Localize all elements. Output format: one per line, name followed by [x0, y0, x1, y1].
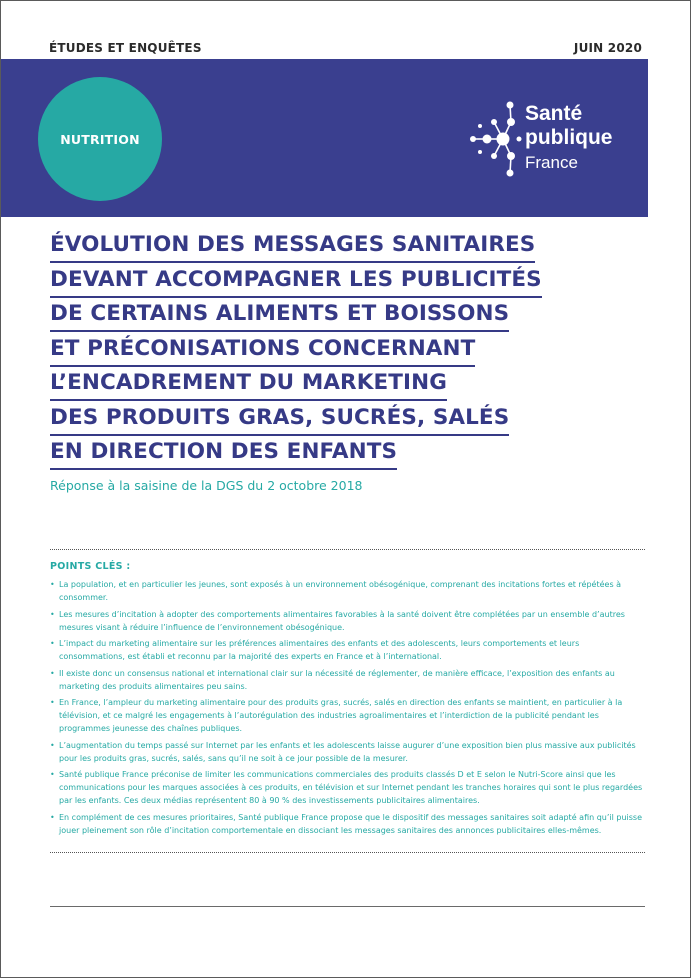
key-points-heading: POINTS CLÉS :	[50, 561, 131, 572]
footer-divider	[50, 906, 645, 907]
bullet-icon: •	[50, 668, 55, 678]
document-title	[50, 231, 610, 473]
title-line: ÉVOLUTION DES MESSAGES SANITAIRES	[50, 231, 610, 266]
key-points-top-divider	[50, 549, 645, 550]
bullet-icon: •	[50, 812, 55, 822]
list-item: • Il existe donc un consensus national et international clair sur la nécessité de réglementer, de manière efficace, l’exposition des enfants au marketing des produits alimentaires peu sains.	[50, 668, 615, 691]
title-line: DE CERTAINS ALIMENTS ET BOISSONS	[50, 300, 610, 335]
key-points-list	[50, 578, 645, 837]
list-item: • L’augmentation du temps passé sur Internet par les enfants et les adolescents laisse augurer d’une exposition bien plus massive aux publicités pour les produits gras, sucrés, salés, sans qu’il ne soit à ce jour possible de la mesurer.	[50, 740, 636, 763]
sante-publique-france-logo	[467, 98, 627, 182]
title-line: ET PRÉCONISATIONS CONCERNANT	[50, 335, 610, 370]
logo-text-line3: France	[525, 153, 578, 172]
bullet-icon: •	[50, 698, 55, 707]
title-line: EN DIRECTION DES ENFANTS	[50, 438, 610, 473]
key-points-bottom-divider	[50, 852, 645, 853]
list-item: • Santé publique France préconise de limiter les communications commerciales des produits classés D et E selon le Nutri-Score ainsi que les communications pour les marques associées à ces produits, en télévision et sur Internet pendant les tranches horaires qui sont le plus regardées par les enfants. Ces deux médias représentent 80 à 90 % des investissements publicitaires alimentaires.	[50, 770, 643, 805]
title-line: DEVANT ACCOMPAGNER LES PUBLICITÉS	[50, 266, 610, 301]
list-item: • En France, l’ampleur du marketing alimentaire pour des produits gras, sucrés, salés en direction des enfants se maintient, en particulier à la télévision, et ce malgré les engagements à l’autorégulation des industries agroalimentaires et l’interdiction de la publicité pendant les programmes jeunesse des chaînes publiques.	[50, 698, 623, 733]
bullet-icon: •	[50, 740, 55, 750]
bullet-icon: •	[50, 580, 55, 589]
list-item: • La population, et en particulier les jeunes, sont exposés à un environnement obésogénique, comprenant des incitations fortes et répétées à consommer.	[50, 580, 622, 602]
bullet-icon: •	[50, 770, 55, 779]
list-item: • L’impact du marketing alimentaire sur les préférences alimentaires des enfants et des adolescents, leurs comportements et leurs consommations, est établi et reconnu par la majorité des experts en France et à l’international.	[50, 639, 580, 661]
title-line: L’ENCADREMENT DU MARKETING	[50, 369, 610, 404]
top-header	[49, 41, 642, 57]
title-line: DES PRODUITS GRAS, SUCRÉS, SALÉS	[50, 404, 610, 439]
key-points-section	[50, 561, 645, 840]
logo-text-line1: Santé	[525, 102, 583, 125]
list-item: • En complément de ces mesures prioritaires, Santé publique France propose que le dispositif des messages sanitaires soit adapté afin qu’il puisse jouer pleinement son rôle d’incitation comportementale en dissociant les messages sanitaires des annonces publicitaires elles-mêmes.	[50, 812, 643, 835]
document-subtitle: Réponse à la saisine de la DGS du 2 octobre 2018	[50, 478, 363, 493]
bullet-icon: •	[50, 609, 55, 619]
category-label: NUTRITION	[60, 131, 140, 147]
logo-text-line2: publique	[525, 126, 613, 149]
bullet-icon: •	[50, 639, 55, 648]
network-dots-icon	[467, 98, 523, 182]
category-badge	[38, 77, 162, 201]
list-item: • Les mesures d’incitation à adopter des comportements alimentaires favorables à la santé doivent être complétées par un ensemble d’autres mesures visant à réduire l’influence de l’environnement obésogénique.	[50, 609, 625, 632]
section-label: ÉTUDES ET ENQUÊTES	[49, 41, 202, 55]
publication-date: JUIN 2020	[573, 41, 642, 55]
